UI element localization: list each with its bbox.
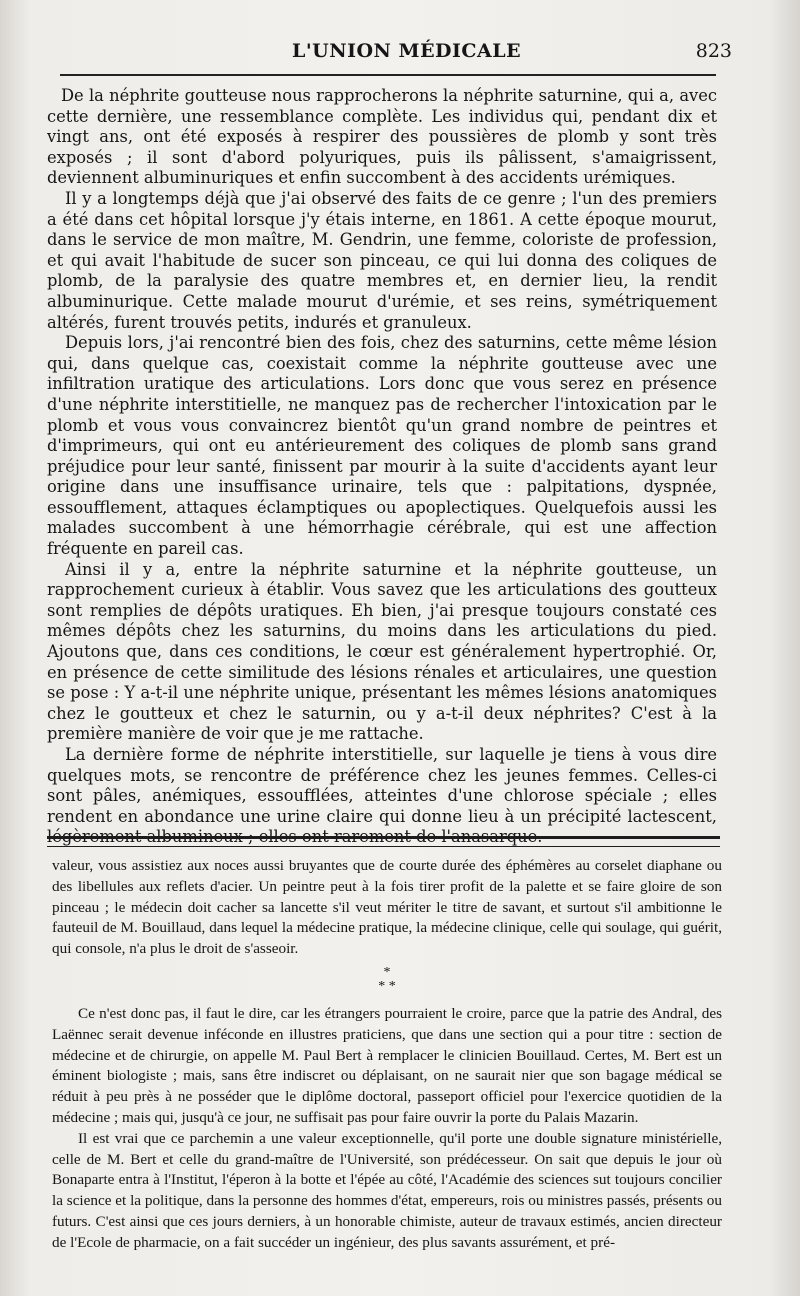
- paragraph: Ainsi il y a, entre la néphrite saturnine et la néphrite goutteuse, un rapprochement curieux à établir. Vous savez que les articulations des goutteux sont remplies de dépôts uratiques. Eh bien, j'ai presque toujours constaté ces mêmes dépôts chez les saturnins, du moins dans les articulations du pied. Ajoutons que, dans ces conditions, le cœur est généralement hypertrophié. Or, en présence de cette similitude des lésions rénales et articulaires, une question se pose : Y a-t-il une néphrite unique, présentant les mêmes lésions anatomiques chez le goutteux et chez le saturnin, ou y a-t-il deux néphrites? C'est à la première manière de voir que je me rattache.: [47, 559, 717, 744]
- paragraph: De la néphrite goutteuse nous rapprocherons la néphrite saturnine, qui a, avec cette dernière, une ressemblance complète. Les individus qui, pendant dix et vingt ans, ont été exposés à respirer des poussières de plomb y sont très exposés ; il sont d'abord polyuriques, puis ils pâlissent, s'amaigrissent, deviennent albuminuriques et enfin succombent à des accidents urémiques.: [47, 86, 717, 188]
- paragraph: Depuis lors, j'ai rencontré bien des fois, chez des saturnins, cette même lésion qui, dans quelque cas, coexistait comme la néphrite goutteuse avec une infiltration uratique des articulations. Lors donc que vous serez en présence d'une néphrite interstitielle, ne manquez pas de rechercher l'intoxication par le plomb et vous vous convaincrez bientôt qu'un grand nombre de peintres et d'imprimeurs, qui ont eu antérieurement des coliques de plomb sans grand préjudice pour leur santé, finissent par mourir à la suite d'accidents ayant leur origine dans une insuffisance urinaire, tels que : palpitations, dyspnée, essoufflement, attaques éclamptiques ou apoplectiques. Quelquefois aussi les malades succombent à une hémorrhagie cérébrale, qui est une affection fréquente en pareil cas.: [47, 333, 717, 559]
- header-rule: [60, 74, 716, 76]
- running-header: [62, 40, 732, 70]
- feuilleton-paragraph: valeur, vous assistiez aux noces aussi bruyantes que de courte durée des éphémères au corselet diaphane ou des libellules aux reflets d'acier. Un peintre peut à la fois tirer profit de la palette et se faire gloire de son pinceau ; le médecin doit cacher sa lancette s'il veut mériter le titre de savant, et surtout s'il ambitionne le fauteuil de M. Bouillaud, dans lequel la médecine pratique, la médecine clinique, celle qui soulage, qui guérit, qui console, n'a plus le droit de s'asseoir.: [52, 857, 722, 958]
- feuilleton-paragraph: Il est vrai que ce parchemin a une valeur exceptionnelle, qu'il porte une double signature ministérielle, celle de M. Bert et celle du grand-maître de l'Université, son prédécesseur. On sait que depuis le jour où Bonaparte entra à l'Institut, l'éperon à la botte et l'épée au côté, l'Académie des sciences sut toujours concilier la science et la politique, dans la personne des hommes d'état, empereurs, rois ou ministres passés, présents ou futurs. C'est ainsi que ces jours derniers, à un honorable chimiste, auteur de travaux estimés, ancien directeur de l'Ecole de pharmacie, on a fait succéder un ingénieur, des plus savants assurément, et pré-: [52, 1129, 722, 1251]
- page-number: 823: [695, 40, 732, 62]
- feuilleton-divider: [47, 836, 720, 847]
- feuilleton-paragraph: Ce n'est donc pas, il faut le dire, car les étrangers pourraient le croire, parce que la patrie des Andral, des Laënnec serait devenue inféconde en illustres praticiens, que dans une section qui a pour titre : section de médecine et de chirurgie, on appelle M. Paul Bert à remplacer le clinicien Bouillaud. Certes, M. Bert est un éminent biologiste ; mais, sans être indiscret ou déplaisant, on ne saurait nier que son bagage médical se réduit à peu près à ne posséder que le diplôme doctoral, passeport officiel pour l'exercice quotidien de la médecine ; mais qui, jusqu'à ce jour, ne suffisait pas pour faire ouvrir la porte du Palais Mazarin.: [52, 1004, 722, 1126]
- paragraph: La dernière forme de néphrite interstitielle, sur laquelle je tiens à vous dire quelques mots, se rencontre de préférence chez les jeunes femmes. Celles-ci sont pâles, anémiques, essoufflées, atteintes d'une chlorose spéciale ; elles rendent en abondance une urine claire qui donne lieu à un précipité lactescent, légèrement albumineux ; elles ont rarement de l'anasarque.: [47, 745, 717, 847]
- journal-title: L'UNION MÉDICALE: [292, 40, 522, 62]
- section-break-asterisks: * * *: [378, 964, 396, 994]
- article-body: [47, 86, 717, 848]
- paragraph: Il y a longtemps déjà que j'ai observé des faits de ce genre ; l'un des premiers a été dans cet hôpital lorsque j'y étais interne, en 1861. A cette époque mourut, dans le service de mon maître, M. Gendrin, une femme, coloriste de profession, et qui avait l'habitude de sucer son pinceau, ce qui lui donna des coliques de plomb, de la paralysie des quatre membres et, en dernier lieu, la rendit albuminurique. Cette malade mourut d'urémie, et ses reins, symétriquement altérés, furent trouvés petits, indurés et granuleux.: [47, 188, 717, 332]
- feuilleton-section: [52, 856, 722, 1254]
